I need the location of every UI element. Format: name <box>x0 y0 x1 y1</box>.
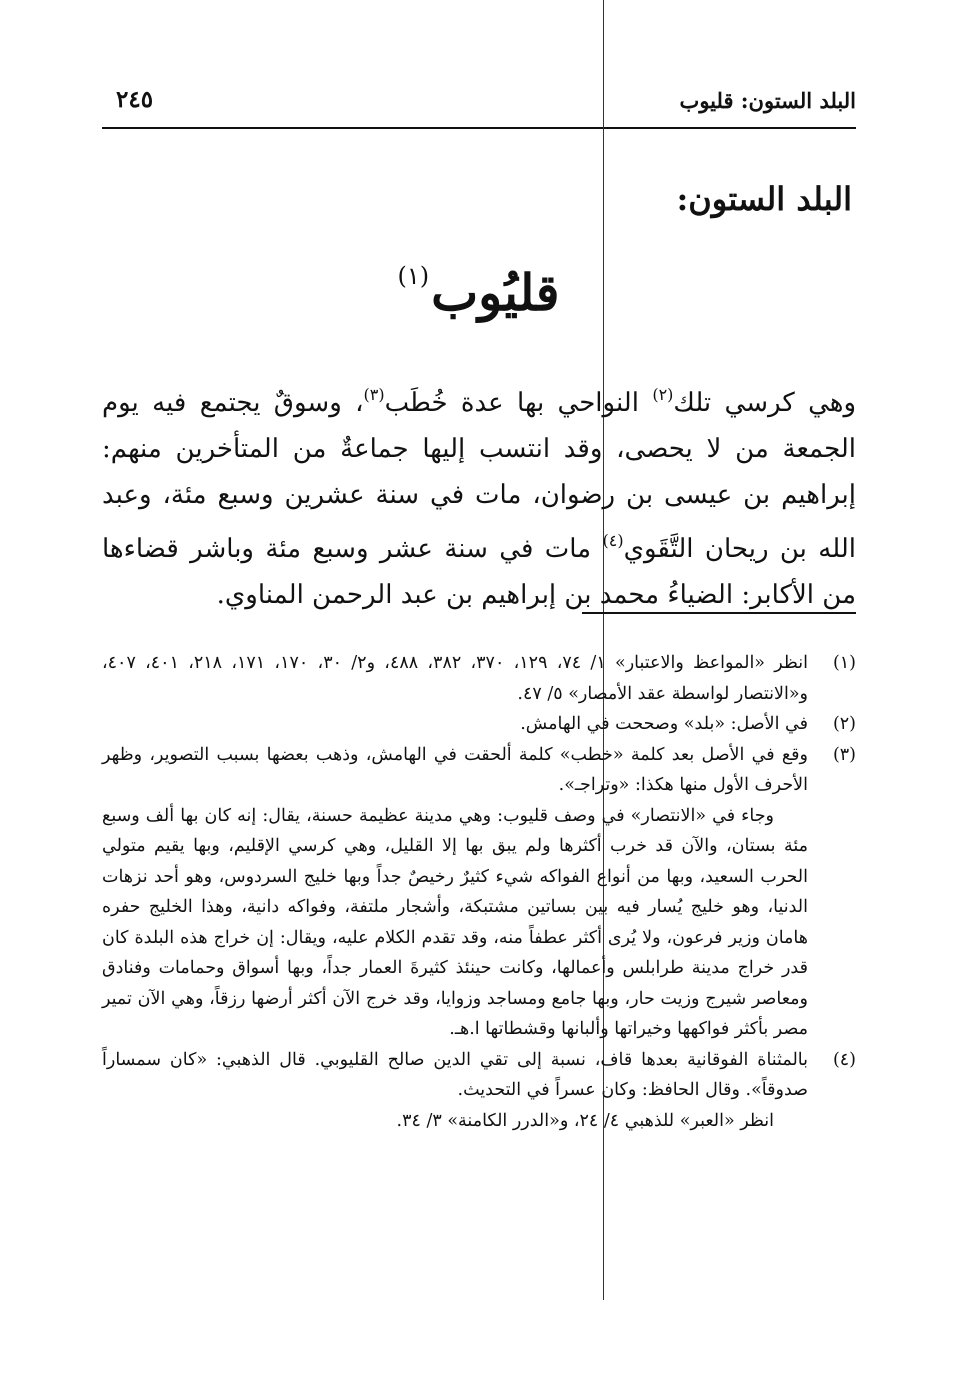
running-title: البلد الستون: قليوب <box>679 88 856 113</box>
footnote-number: (١) <box>832 653 856 673</box>
footnote-ref-4: (٤) <box>602 531 624 550</box>
page-number: ٢٤٥ <box>116 86 154 113</box>
entry-title <box>0 262 957 322</box>
footnote-number: (٢) <box>832 714 856 734</box>
main-paragraph <box>102 372 856 618</box>
footnote-2 <box>102 709 856 740</box>
footnote-3 <box>102 740 856 1045</box>
footnote-number: (٣) <box>832 744 856 765</box>
main-text-segment: وهي كرسي تلك <box>673 388 857 418</box>
main-text-segment: مات في سنة عشر وسبع مئة وباشر قضاءها من الأكابر: الضياءُ محمد بن إبراهيم بن عبد الرحمن المناوي. <box>102 534 856 610</box>
main-text-segment: ، وسوقٌ يجتمع فيه يوم الجمعة من لا يحصى، وقد انتسب إليها جماعةٌ من المتأخرين منهم: إبراهيم بن عيسى بن رضوان، مات في سنة عشرين وسبع مئة، وعبد الله بن ريحان التَّقَوي <box>102 388 856 564</box>
entry-title-text: قليُوب <box>431 263 560 322</box>
running-header <box>102 84 856 124</box>
entry-title-footnote-ref: (١) <box>397 262 430 290</box>
footnote-text: في الأصل: «بلد» وصححت في الهامش. <box>520 714 808 734</box>
footnote-reference: انظر «العبر» للذهبي ٤/ ٢٤، و«الدرر الكامنة» ٣/ ٣٤. <box>396 1110 774 1131</box>
footnote-text: بالمثناة الفوقانية بعدها قاف، نسبة إلى تقي الدين صالح القليوبي. قال الذهبي: «كان سمساراً صدوقاً». وقال الحافظ: وكان عسراً في التحديث. <box>102 1049 808 1100</box>
footnote-ref-2: (٢) <box>652 385 674 404</box>
footnotes <box>102 648 856 1136</box>
footnote-text: انظر «المواعظ والاعتبار» ١/ ٧٤، ١٢٩، ٣٧٠، ٣٨٢، ٤٨٨، و٢/ ٣٠، ١٧٠، ١٧١، ٢١٨، ٤٠١، ٤٠٧، و«الانتصار لواسطة عقد الأمصار» ٥/ ٤٧. <box>102 653 809 704</box>
header-rule <box>102 127 856 129</box>
footnote-text-continued: وجاء في «الانتصار» في وصف قليوب: وهي مدينة عظيمة حسنة، يقال: إنه كان بها ألف وسبع مئة بستان، والآن قد خرب أكثرها ولم يبق بها إلا القليل، وهي كرسي الإقليم، وبها يقيم متولي الحرب السعيد، وبها من أنواع الفواكه شيء كثيرٌ رخيصٌ جداً وبها خليج السردوس، وهو أحد نزهات الدنيا، وهو خليج يُسار فيه بين بساتين مشتبكة، وأشجار ملتفة، وفواكه دانية، وهذا الخليج حفره هامان وزير فرعون، ولا يُرى أكثر عطفاً منه، وقد تقدم الكلام عليه، ويقال: إن خراج هذه البلدة كان قدر خراج مدينة طرابلس وأعمالها، وكانت حينئذ كثيرةَ العمار جداً، وبها أسواق وحمامات وفنادق ومعاصر شيرج وزيت حار، وبها جامع ومساجد وزوايا، وقد خرج الآن أكثر أرضها رزقاً، وهي الآن تمير مصر بأكثر فواكهها وخيراتها وألبانها وقشطاتها ا.هـ. <box>102 805 808 1039</box>
footnote-1 <box>102 648 856 709</box>
footnote-number: (٤) <box>832 1049 856 1070</box>
footnote-text: وقع في الأصل بعد كلمة «خطب» كلمة ألحقت في الهامش، وذهب بعضها بسبب التصوير، وظهر الأحرف الأول منها هكذا: «وتراجـ». <box>102 744 808 795</box>
footnote-ref-3: (٣) <box>363 385 385 404</box>
main-text <box>102 372 856 618</box>
section-heading: البلد الستون: <box>676 180 852 218</box>
footnote-4 <box>102 1045 856 1137</box>
footnote-separator <box>582 612 856 614</box>
main-text-segment: النواحي بها عدة خُطَب <box>384 388 653 418</box>
